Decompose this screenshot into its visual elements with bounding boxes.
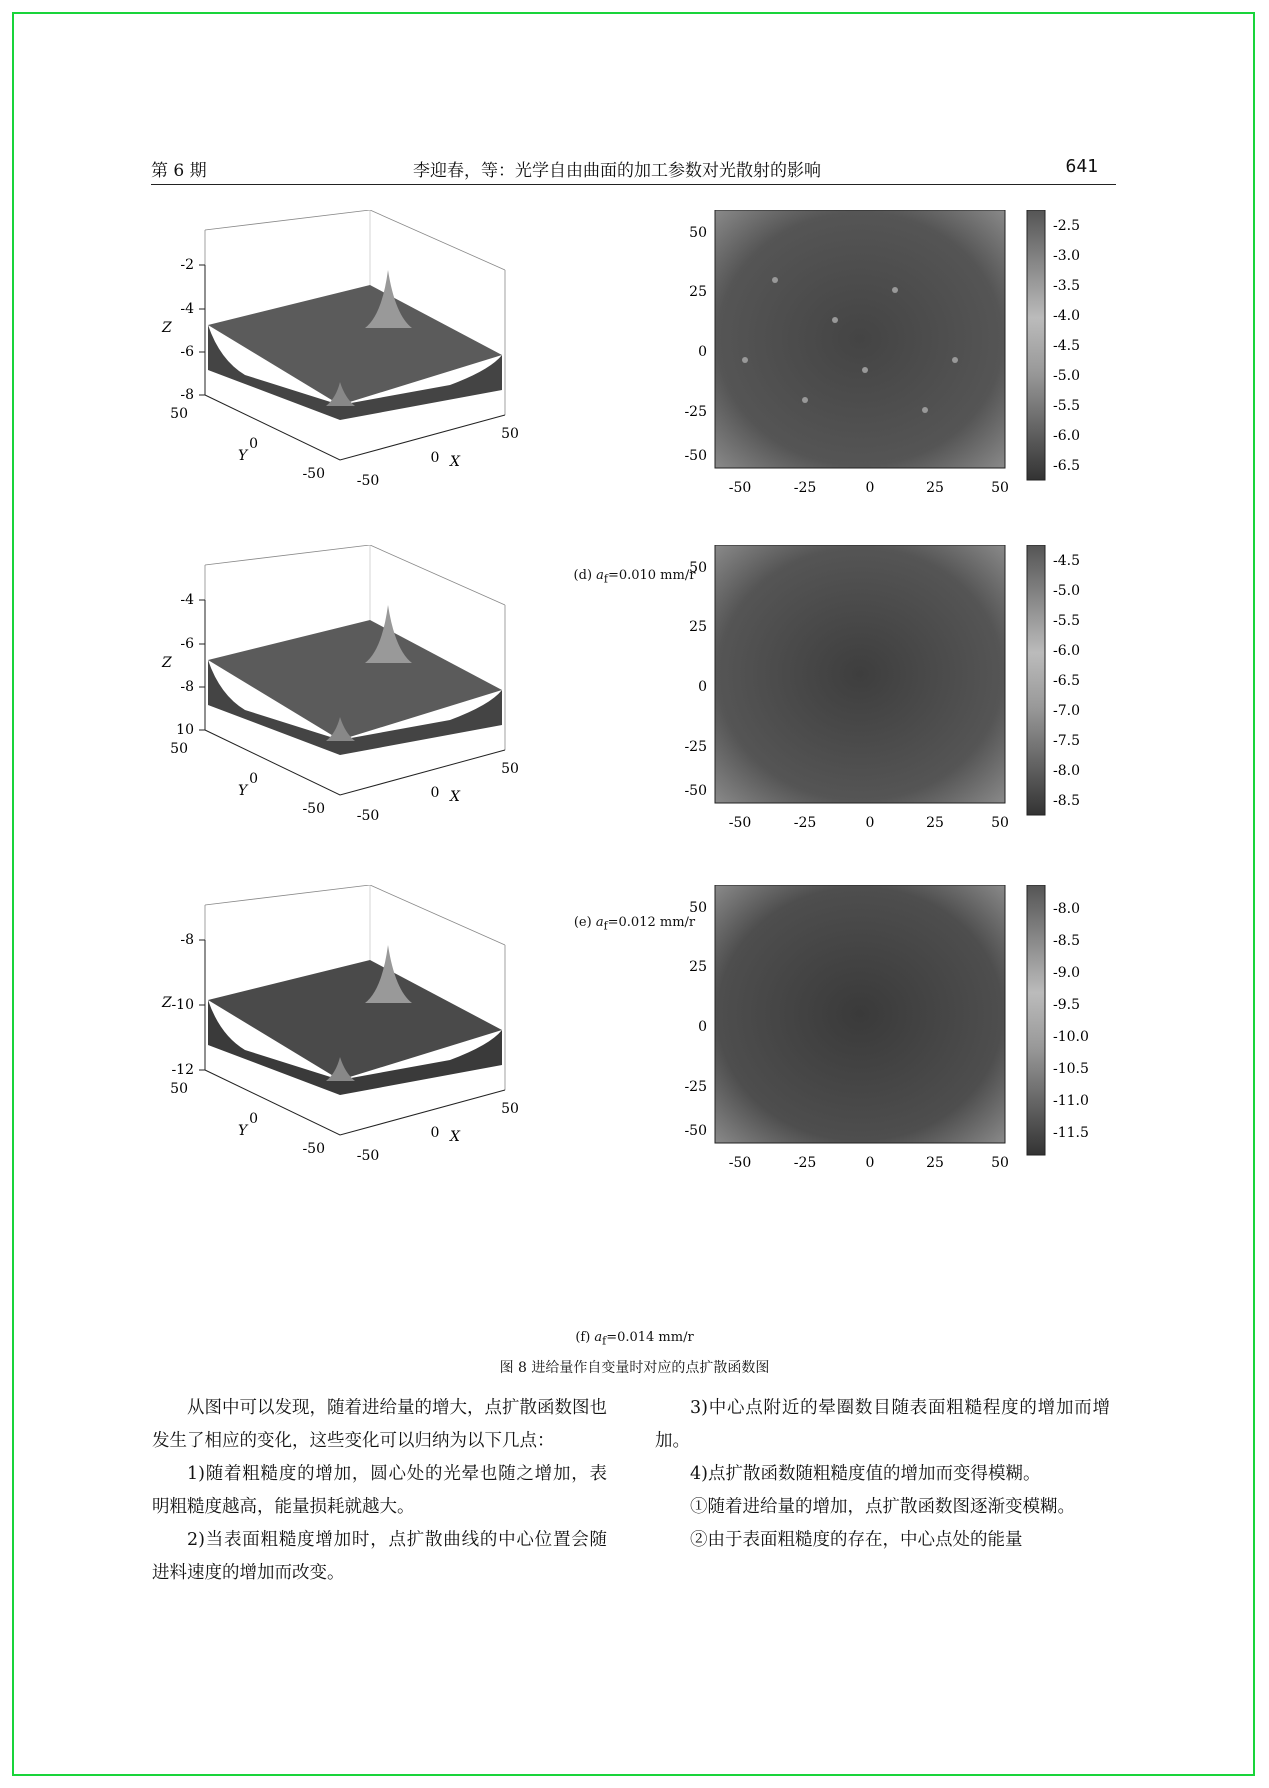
heatmap-y-tick: -25 — [684, 404, 707, 420]
y-tick: -50 — [302, 801, 325, 817]
x-tick: 50 — [501, 426, 519, 442]
x-axis-label: X — [450, 454, 460, 470]
z-tick: -8 — [180, 932, 194, 948]
page-number: 641 — [1065, 156, 1098, 177]
heatmap-x-tick: 25 — [926, 815, 944, 831]
colorbar-tick: -3.0 — [1053, 248, 1080, 264]
z-tick: -2 — [180, 257, 194, 273]
surface-plot-f — [150, 885, 630, 1225]
z-axis-label: Z — [162, 320, 172, 336]
surface-plot-d — [150, 210, 630, 550]
heatmap-x-tick: -25 — [793, 1155, 817, 1171]
y-tick: 50 — [170, 1081, 188, 1097]
y-tick: -50 — [302, 466, 325, 482]
z-tick: -12 — [171, 1062, 194, 1078]
heatmap-x-tick: 50 — [991, 1155, 1009, 1171]
z-tick: -8 — [180, 387, 194, 403]
x-tick: 50 — [501, 761, 519, 777]
heatmap-y-tick: 50 — [689, 900, 707, 916]
figure-panel-d — [0, 210, 1269, 590]
heatmap-y-tick: 25 — [689, 284, 707, 300]
z-tick: -4 — [180, 592, 194, 608]
colorbar-tick: -11.0 — [1053, 1093, 1089, 1109]
heatmap-y-tick: -50 — [684, 783, 707, 799]
colorbar-tick: -5.0 — [1053, 583, 1080, 599]
z-tick: -6 — [180, 344, 194, 360]
heatmap-y-tick: 25 — [689, 619, 707, 635]
panel-caption-f: (f) $a_f=0.014$ mm/r — [575, 1330, 694, 1348]
figure-panel-f — [0, 885, 1269, 1348]
colorbar-tick: -4.0 — [1053, 308, 1080, 324]
colorbar-tick: -10.5 — [1053, 1061, 1089, 1077]
heatmap-y-tick: 25 — [689, 959, 707, 975]
colorbar-tick: -5.0 — [1053, 368, 1080, 384]
x-tick: 0 — [430, 1125, 440, 1141]
colorbar-tick: -6.5 — [1053, 458, 1080, 474]
z-axis-label: Z — [162, 995, 172, 1011]
panel-caption-e: (e) $a_f=0.012$ mm/r — [573, 915, 696, 933]
y-tick: 50 — [170, 741, 188, 757]
colorbar — [1027, 885, 1045, 1155]
z-axis-label: Z — [162, 655, 172, 671]
colorbar-tick: -7.5 — [1053, 733, 1080, 749]
z-tick: -8 — [180, 679, 194, 695]
paragraph: ②由于表面粗糙度的存在，中心点处的能量 — [690, 1530, 1023, 1550]
surface-plot-e — [150, 545, 630, 885]
heatmap-plot-d — [655, 210, 1115, 550]
heatmap-x-tick: 0 — [865, 815, 875, 831]
heatmap-x-tick: -25 — [793, 815, 817, 831]
colorbar-tick: -8.0 — [1053, 901, 1080, 917]
paragraph: ①随着进给量的增加，点扩散函数图逐渐变模糊。 — [690, 1497, 1075, 1517]
colorbar-tick: -10.0 — [1053, 1029, 1089, 1045]
x-axis-label: X — [450, 1129, 460, 1145]
colorbar-tick: -4.5 — [1053, 338, 1080, 354]
colorbar-tick: -9.0 — [1053, 965, 1080, 981]
colorbar — [1027, 210, 1045, 480]
panel-caption-d: (d) $a_f=0.010$ mm/r — [573, 568, 696, 586]
heatmap-x-tick: -50 — [728, 480, 752, 496]
x-tick: 0 — [430, 785, 440, 801]
y-tick: 0 — [249, 436, 258, 452]
heatmap-x-tick: 25 — [926, 480, 944, 496]
colorbar-tick: -4.5 — [1053, 553, 1080, 569]
colorbar-tick: -8.5 — [1053, 793, 1080, 809]
colorbar-tick: -8.5 — [1053, 933, 1080, 949]
paragraph: 1)随着粗糙度的增加，圆心处的光晕也随之增加，表明粗糙度越高，能量损耗就越大。 — [152, 1464, 607, 1517]
heatmap-x-tick: 0 — [865, 480, 875, 496]
paragraph: 2)当表面粗糙度增加时，点扩散曲线的中心位置会随进料速度的增加而改变。 — [152, 1530, 607, 1583]
heatmap-x-tick: -50 — [728, 815, 752, 831]
y-tick: 0 — [249, 771, 258, 787]
body-column-left — [152, 1392, 607, 1590]
colorbar-tick: -7.0 — [1053, 703, 1080, 719]
z-tick: -10 — [171, 997, 194, 1013]
paragraph: 3)中心点附近的晕圈数目随表面粗糙程度的增加而增加。 — [655, 1398, 1110, 1451]
figure-panel-e — [0, 545, 1269, 933]
x-tick: -50 — [356, 473, 380, 489]
z-tick: -4 — [180, 301, 194, 317]
heatmap-y-tick: 0 — [698, 1019, 707, 1035]
heatmap-x-tick: -50 — [728, 1155, 752, 1171]
y-tick: -50 — [302, 1141, 325, 1157]
paragraph: 从图中可以发现，随着进给量的增大，点扩散函数图也发生了相应的变化，这些变化可以归纳为以下几点： — [152, 1398, 607, 1451]
heatmap-y-tick: -25 — [684, 739, 707, 755]
heatmap-y-tick: -50 — [684, 1123, 707, 1139]
heatmap-x-tick: 0 — [865, 1155, 875, 1171]
figure-title: 图 8 进给量作自变量时对应的点扩散函数图 — [499, 1360, 770, 1376]
y-axis-label: Y — [238, 448, 248, 464]
colorbar-tick: -8.0 — [1053, 763, 1080, 779]
heatmap-plot-f — [655, 885, 1115, 1225]
heatmap-x-tick: 50 — [991, 815, 1009, 831]
colorbar-tick: -11.5 — [1053, 1125, 1089, 1141]
colorbar-tick: -5.5 — [1053, 398, 1080, 414]
y-axis-label: Y — [238, 783, 248, 799]
article-title: 李迎春，等：光学自由曲面的加工参数对光散射的影响 — [413, 161, 821, 181]
colorbar-tick: -6.0 — [1053, 428, 1080, 444]
y-tick: 50 — [170, 406, 188, 422]
z-tick: -6 — [180, 636, 194, 652]
colorbar-tick: -6.5 — [1053, 673, 1080, 689]
heatmap-y-tick: -50 — [684, 448, 707, 464]
y-tick: 0 — [249, 1111, 258, 1127]
colorbar-tick: -2.5 — [1053, 218, 1080, 234]
paragraph: 4)点扩散函数随粗糙度值的增加而变得模糊。 — [690, 1464, 1041, 1484]
issue-label: 第 6 期 — [151, 161, 207, 181]
z-tick: 10 — [176, 722, 194, 738]
heatmap-plot-e — [655, 545, 1115, 885]
body-column-right — [655, 1392, 1110, 1557]
x-tick: 0 — [430, 450, 440, 466]
colorbar-tick: -9.5 — [1053, 997, 1080, 1013]
running-head — [151, 154, 1116, 185]
x-tick: -50 — [356, 1148, 380, 1164]
heatmap-y-tick: -25 — [684, 1079, 707, 1095]
colorbar-tick: -5.5 — [1053, 613, 1080, 629]
y-axis-label: Y — [238, 1123, 248, 1139]
heatmap-y-tick: 0 — [698, 679, 707, 695]
colorbar — [1027, 545, 1045, 815]
heatmap-x-tick: -25 — [793, 480, 817, 496]
x-tick: 50 — [501, 1101, 519, 1117]
heatmap-x-tick: 25 — [926, 1155, 944, 1171]
heatmap-y-tick: 50 — [689, 560, 707, 576]
colorbar-tick: -6.0 — [1053, 643, 1080, 659]
heatmap-y-tick: 50 — [689, 225, 707, 241]
colorbar-tick: -3.5 — [1053, 278, 1080, 294]
x-axis-label: X — [450, 789, 460, 805]
heatmap-x-tick: 50 — [991, 480, 1009, 496]
x-tick: -50 — [356, 808, 380, 824]
heatmap-y-tick: 0 — [698, 344, 707, 360]
